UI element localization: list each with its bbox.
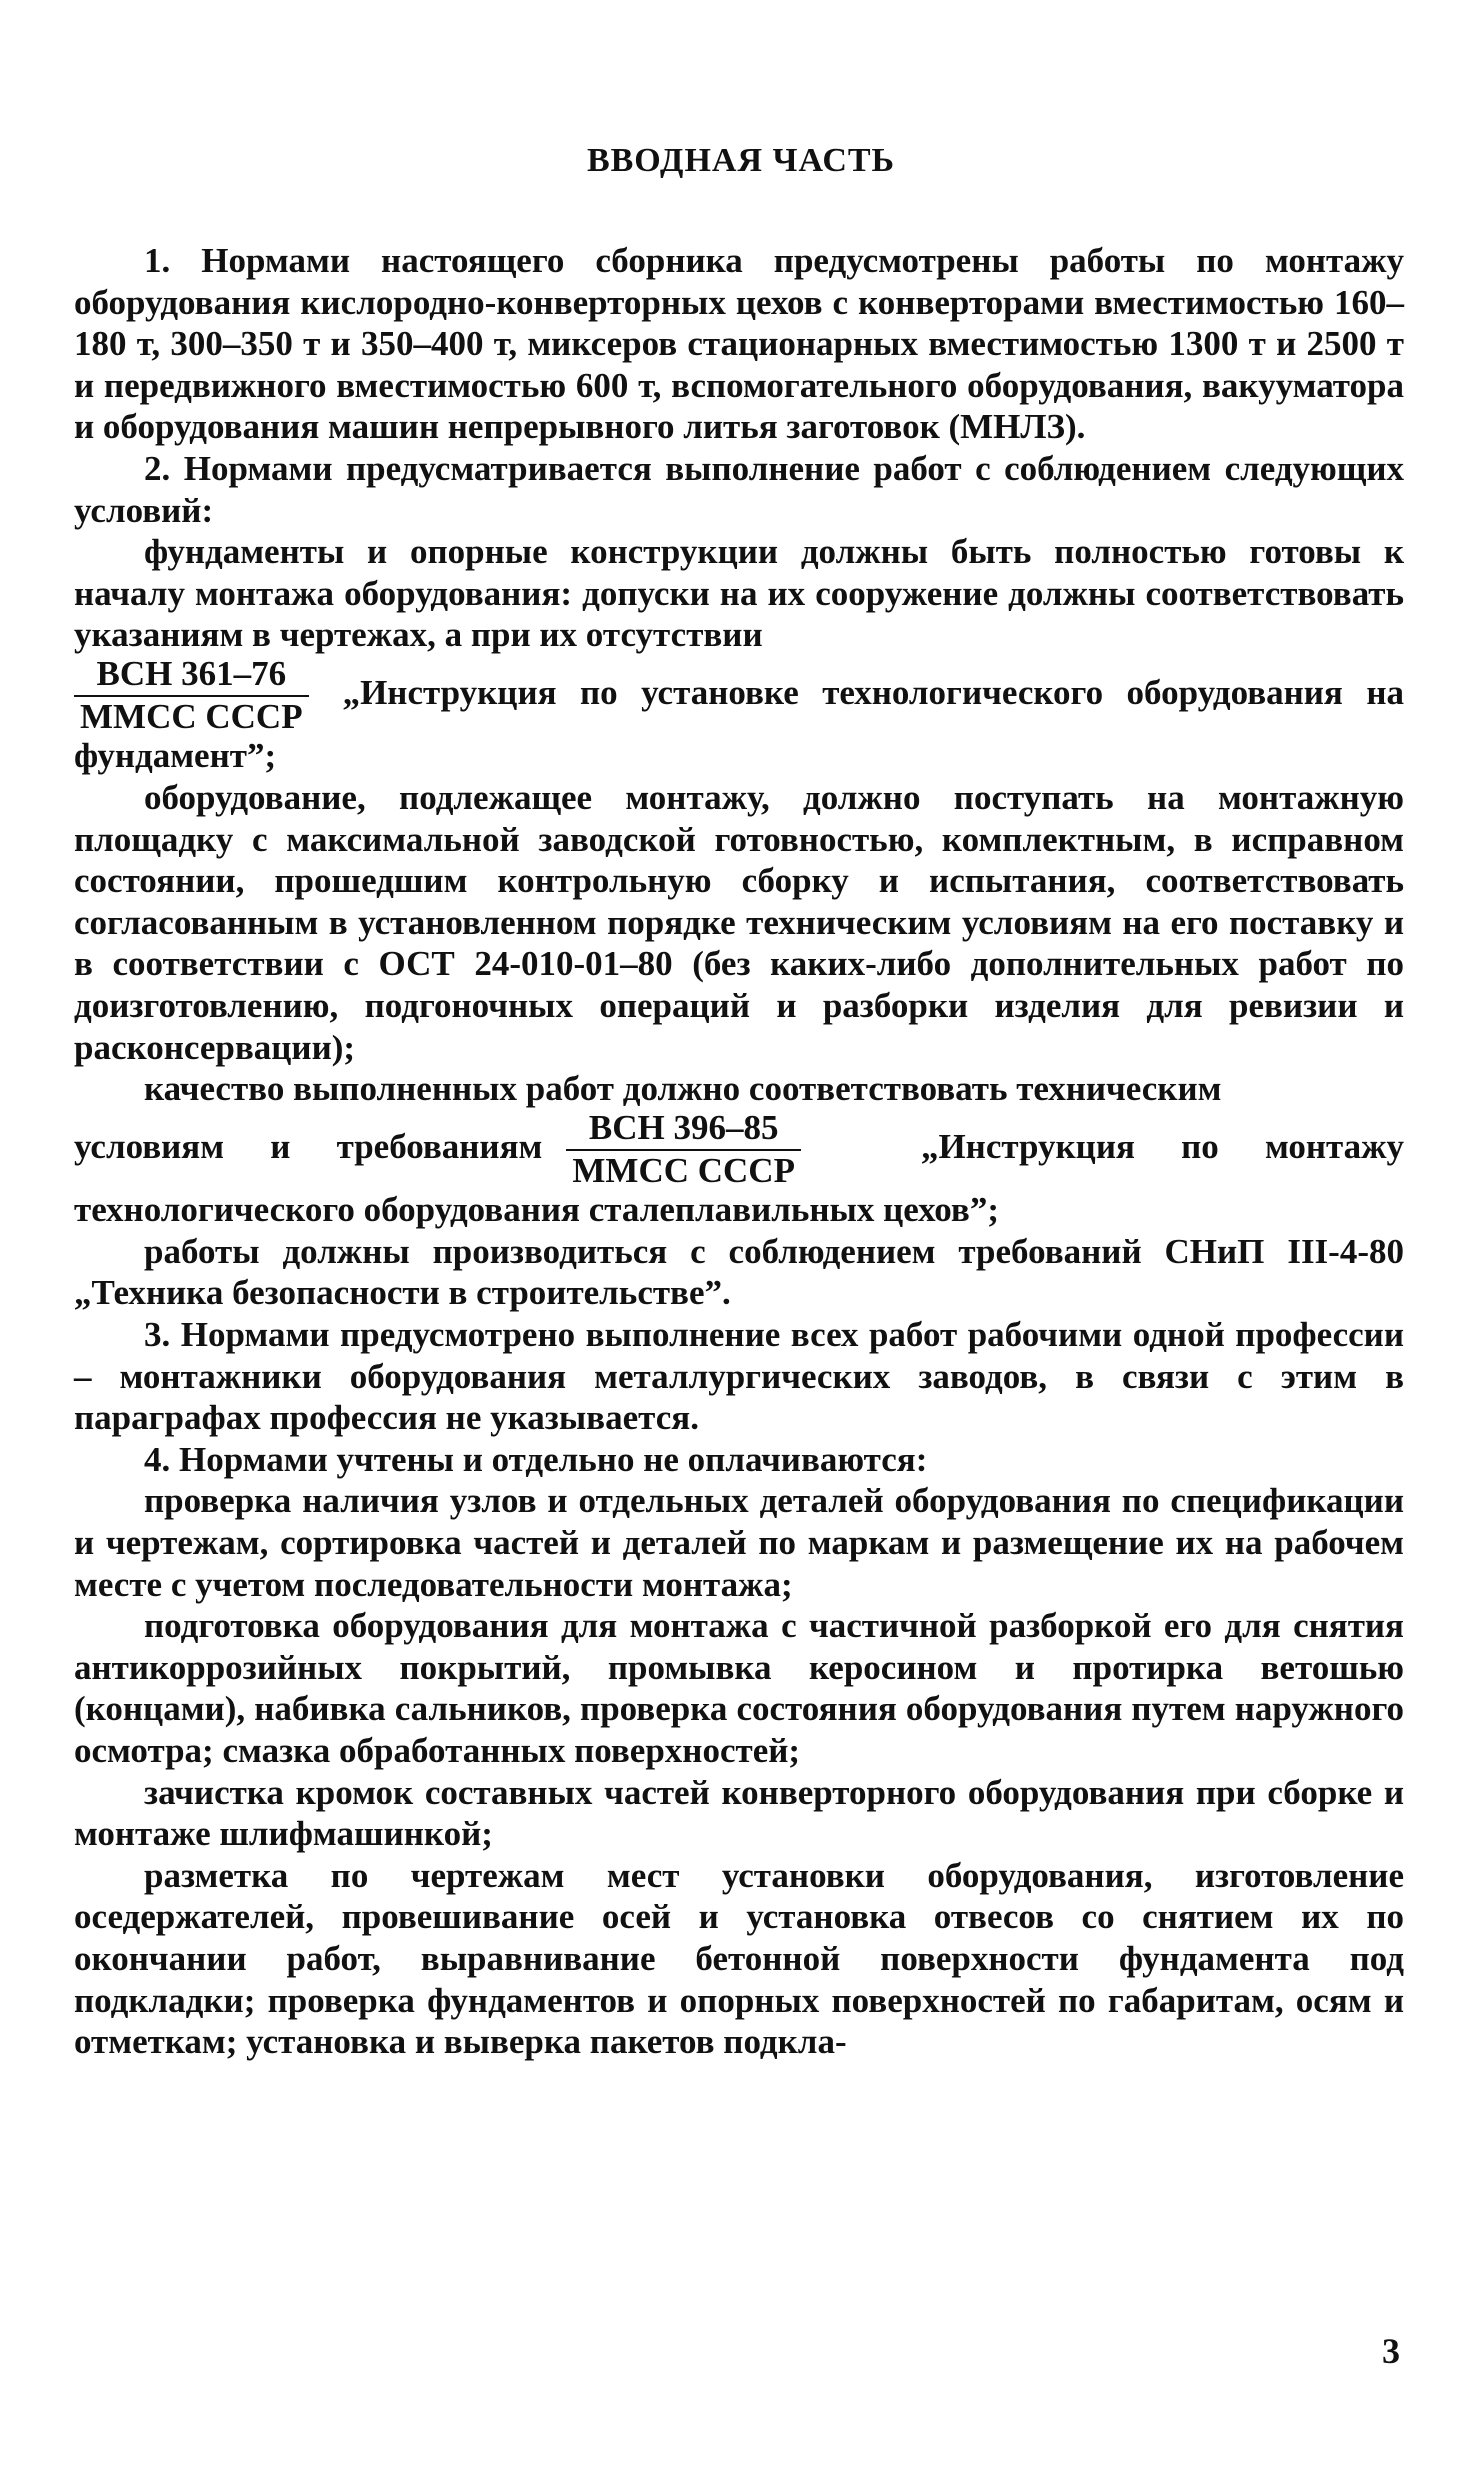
paragraph-5-start: условиям и требованиям [74, 1126, 543, 1166]
document-body [74, 240, 1404, 2063]
fraction-numerator: ВСН 361–76 [74, 656, 309, 697]
paragraph-2: 2. Нормами предусматривается выполнение работ с соблюдением следующих условий: [74, 448, 1404, 530]
paragraph-6: работы должны производиться с соблюдением требований СНиП III-4-80 „Техника безопасности в строительстве”. [74, 1231, 1404, 1313]
paragraph-12: разметка по чертежам мест установки оборудования, изготовление оседержателей, провешивание осей и установка отвесов со снятием их по окончании работ, выравнивание бетонной поверхности фундамента под подкладки; проверка фундаментов и опорных поверхностей по габаритам, осям и отметкам; установка и выверка пакетов подкла- [74, 1855, 1404, 2062]
paragraph-5: качество выполненных работ должно соответствовать техническим [144, 1069, 1222, 1109]
paragraph-5-continued [74, 1107, 1404, 1231]
paragraph-3: фундаменты и опорные конструкции должны быть полностью готовы к началу монтажа оборудования: допуски на их сооружение должны соответствовать указаниям в чертежах, а при их отсутствии [74, 532, 1404, 655]
paragraph-7: 3. Нормами предусмотрено выполнение всех работ рабочими одной профессии – монтажники оборудования металлургических заводов, в связи с этим в параграфах профессия не указывается. [74, 1315, 1404, 1438]
paragraph-10: подготовка оборудования для монтажа с частичной разборкой его для снятия антикоррозийных покрытий, промывка керосином и протирка ветошью (концами), набивка сальников, проверка состояния оборудования путем наружного осмотра; смазка обработанных поверхностей; [74, 1606, 1404, 1770]
paragraph-4: оборудование, подлежащее монтажу, должно поступать на монтажную площадку с максимальной заводской готовностью, комплектным, в исправном состоянии, прошедшим контрольную сборку и испытания, соответствовать согласованным в установленном порядке техническим условиям на его поставку и в соответствии с ОСТ 24-010-01–80 (без каких-либо дополнительных работ по доизготовлению, подгоночных операций и разборки изделия для ревизии и расконсервации); [74, 778, 1404, 1067]
paragraph-1: 1. Нормами настоящего сборника предусмотрены работы по монтажу оборудования кислородно-конверторных цехов с конверторами вместимостью 160–180 т, 300–350 т и 350–400 т, миксеров стационарных вместимостью 1300 т и 2500 т и передвижного вместимостью 600 т, вспомогательного оборудования, вакууматора и оборудования машин непрерывного литья заготовок (МНЛЗ). [74, 241, 1404, 447]
fraction-numerator: ВСН 396–85 [566, 1110, 801, 1151]
fraction-vsn-361-76 [74, 653, 309, 736]
paragraph-3-continued [74, 653, 1404, 777]
fraction-vsn-396-85 [566, 1107, 801, 1190]
page-number: 3 [1382, 2331, 1400, 2371]
fraction-denominator: ММСС СССР [80, 696, 303, 736]
paragraph-11: зачистка кромок составных частей конверторного оборудования при сборке и монтаже шлифмашинкой; [74, 1772, 1404, 1854]
fraction-denominator: ММСС СССР [572, 1150, 795, 1190]
paragraph-3-end: „Инструкция по установке технологического оборудования на фундамент”; [74, 672, 1404, 776]
paragraph-9: проверка наличия узлов и отдельных деталей оборудования по спецификации и чертежам, сортировка частей и деталей по маркам и размещение их на рабочем месте с учетом последовательности монтажа; [74, 1481, 1404, 1604]
paragraph-8: 4. Нормами учтены и отдельно не оплачиваются: [144, 1439, 928, 1479]
section-title: ВВОДНАЯ ЧАСТЬ [586, 142, 896, 179]
paragraph-5-end: „Инструкция по монтажу технологического оборудования сталеплавильных цехов”; [74, 1126, 1404, 1230]
